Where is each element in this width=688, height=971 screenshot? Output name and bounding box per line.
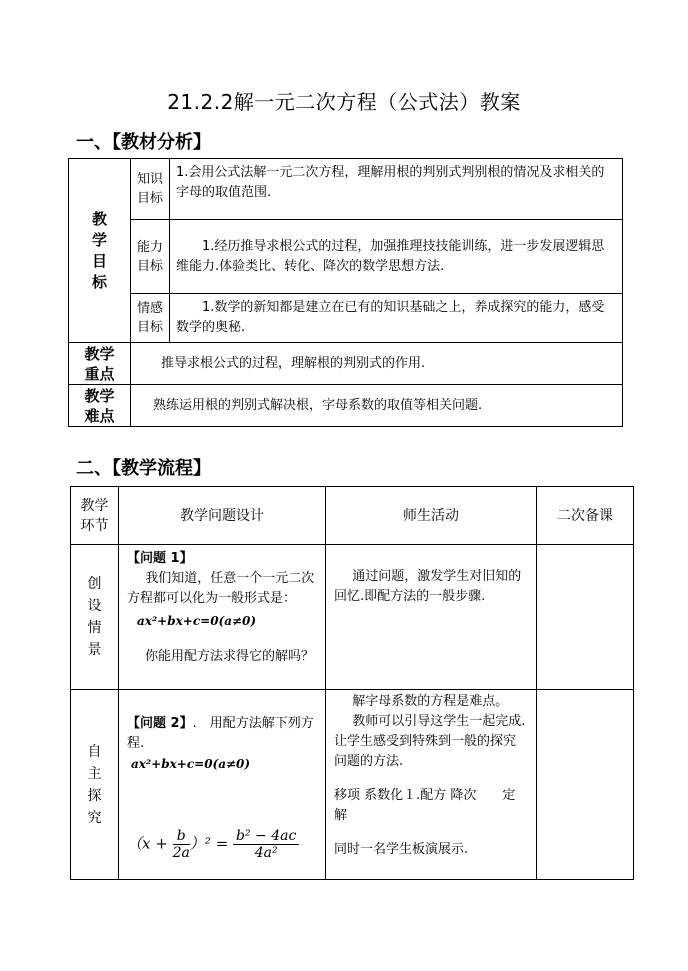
problem2-label: 【问题 2】 bbox=[127, 716, 193, 731]
header-activity: 师生活动 bbox=[326, 487, 537, 545]
ability-goal-label: 能力 目标 bbox=[131, 220, 170, 294]
problem1-text: 我们知道，任意一个一元二次方程都可以化为一般形式是： bbox=[127, 571, 315, 606]
header-design: 教学问题设计 bbox=[119, 487, 326, 545]
problem1-label: 【问题 1】 bbox=[127, 551, 193, 566]
stage-exploration: 自 主 探 究 bbox=[71, 690, 119, 880]
activity2-cell bbox=[326, 690, 537, 880]
header-notes: 二次备课 bbox=[537, 487, 634, 545]
difficulty-text: 熟练运用根的判别式解决根，字母系数的取值等相关问题. bbox=[131, 385, 623, 427]
goals-group-label: 教 学 目 标 bbox=[69, 159, 131, 343]
page-title: 21.2.2解一元二次方程（公式法）教案 bbox=[167, 90, 521, 114]
analysis-table bbox=[68, 158, 623, 427]
activity2-line-4: 同时一名学生板演展示. bbox=[334, 842, 469, 857]
knowledge-goal-text: 1.会用公式法解一元二次方程，理解用根的判别式判别根的情况及求相关的字母的取值范围. bbox=[170, 159, 623, 220]
activity2-line-3: 移项 系数化１.配方 降次 定解 bbox=[334, 788, 516, 823]
knowledge-goal-label: 知识 目标 bbox=[131, 159, 170, 220]
difficulty-label: 教学 难点 bbox=[69, 385, 131, 427]
key-point-text: 推导求根公式的过程，理解根的判别式的作用. bbox=[131, 343, 623, 385]
problem1-equation: ax²+bx+c=0(a≠0) bbox=[137, 614, 257, 628]
activity1-text: 通过问题，激发学生对旧知的回忆.即配方法的一般步骤. bbox=[326, 545, 537, 690]
problem2-equation: ax²+bx+c=0(a≠0) bbox=[131, 757, 251, 771]
notes1-cell bbox=[537, 545, 634, 690]
header-stage: 教学 环节 bbox=[71, 487, 119, 545]
completing-square-formula: （x + $\frac{b}{2a}$ ）² = $\frac{\text{b² − 4ac}}{\text{4a²}}$ bbox=[127, 828, 321, 861]
activity2-line-2: 教师可以引导这学生一起完成.让学生感受到特殊到一般的探究问题的方法. bbox=[334, 714, 526, 769]
key-point-label: 教学 重点 bbox=[69, 343, 131, 385]
section-heading-analysis: 一、【教材分析】 bbox=[76, 132, 211, 153]
section-heading-flow: 二、【教学流程】 bbox=[76, 458, 211, 479]
problem1-cell bbox=[119, 545, 326, 690]
problem2-cell bbox=[119, 690, 326, 880]
ability-goal-text: 1.经历推导求根公式的过程，加强推理技技能训练，进一步发展逻辑思维能力.体验类比、转化、降次的数学思想方法. bbox=[170, 220, 623, 294]
problem2-text: . 用配方法解下列方程. bbox=[127, 716, 314, 751]
emotion-goal-label: 情感 目标 bbox=[131, 294, 170, 343]
problem1-question: 你能用配方法求得它的解吗？ bbox=[145, 649, 315, 664]
flow-table bbox=[70, 486, 634, 880]
stage-scenario: 创 设 情 景 bbox=[71, 545, 119, 690]
emotion-goal-text: 1.数学的新知都是建立在已有的知识基础之上，养成探究的能力，感受数学的奥秘. bbox=[170, 294, 623, 343]
activity2-line-1: 解字母系数的方程是难点。 bbox=[352, 694, 509, 709]
notes2-cell bbox=[537, 690, 634, 880]
